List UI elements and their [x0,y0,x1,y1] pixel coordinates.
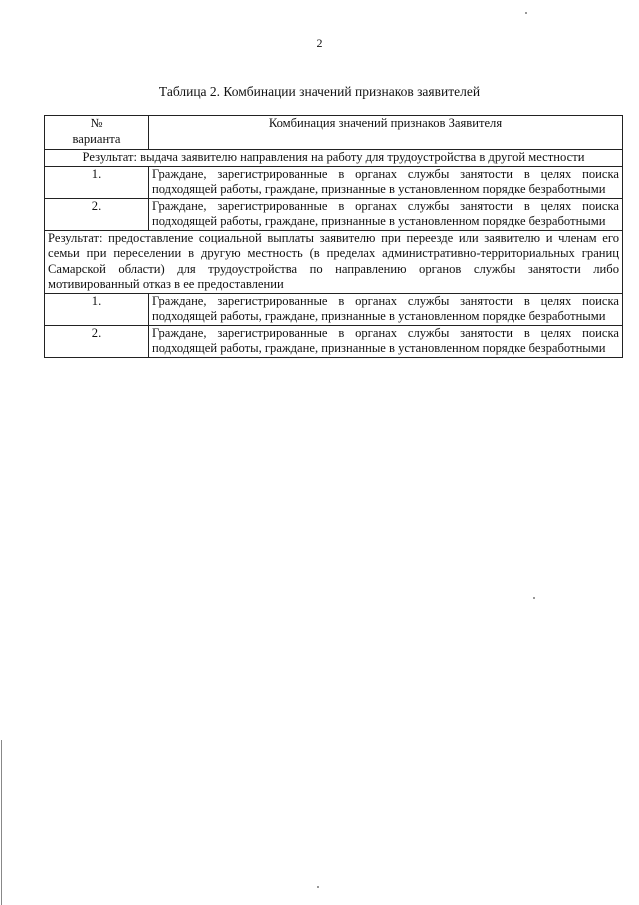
variant-number: 1. [45,166,149,198]
header-variant-number [45,116,149,150]
combinations-table [44,115,623,358]
table-row [45,198,623,230]
variant-number: 2. [45,325,149,357]
result-row [45,230,623,293]
table-caption: Таблица 2. Комбинации значений признаков заявителей [158,84,481,99]
variant-description: Граждане, зарегистрированные в органах службы занятости в целях поиска подходящей работы, граждане, признанные в установленном порядке безработными [149,198,623,230]
variant-description: Граждане, зарегистрированные в органах службы занятости в целях поиска подходящей работы, граждане, признанные в установленном порядке безработными [149,293,623,325]
table-row [45,166,623,198]
table-header-row [45,116,623,150]
table-row [45,293,623,325]
scan-speck [533,597,535,599]
header-variant-label: варианта [72,131,121,146]
scan-speck [525,12,527,14]
scan-speck [317,886,319,888]
header-combination: Комбинация значений признаков Заявителя [149,116,623,150]
result-text: Результат: выдача заявителю направления на работу для трудоустройства в другой местности [45,150,623,167]
page-number: 2 [316,36,323,50]
variant-description: Граждане, зарегистрированные в органах службы занятости в целях поиска подходящей работы, граждане, признанные в установленном порядке безработными [149,325,623,357]
scan-edge-line [1,740,2,905]
result-row [45,150,623,167]
variant-description: Граждане, зарегистрированные в органах службы занятости в целях поиска подходящей работы, граждане, признанные в установленном порядке безработными [149,166,623,198]
header-number-sign: № [90,116,103,130]
result-text: Результат: предоставление социальной выплаты заявителю при переезде или заявителю и членам его семьи при переселении в другую местность (в пределах административно-территориальных границ Самарской области) для трудоустройства по направлению органов службы занятости либо мотивированный отказ в ее предоставлении [45,230,623,293]
variant-number: 1. [45,293,149,325]
table-row [45,325,623,357]
variant-number: 2. [45,198,149,230]
